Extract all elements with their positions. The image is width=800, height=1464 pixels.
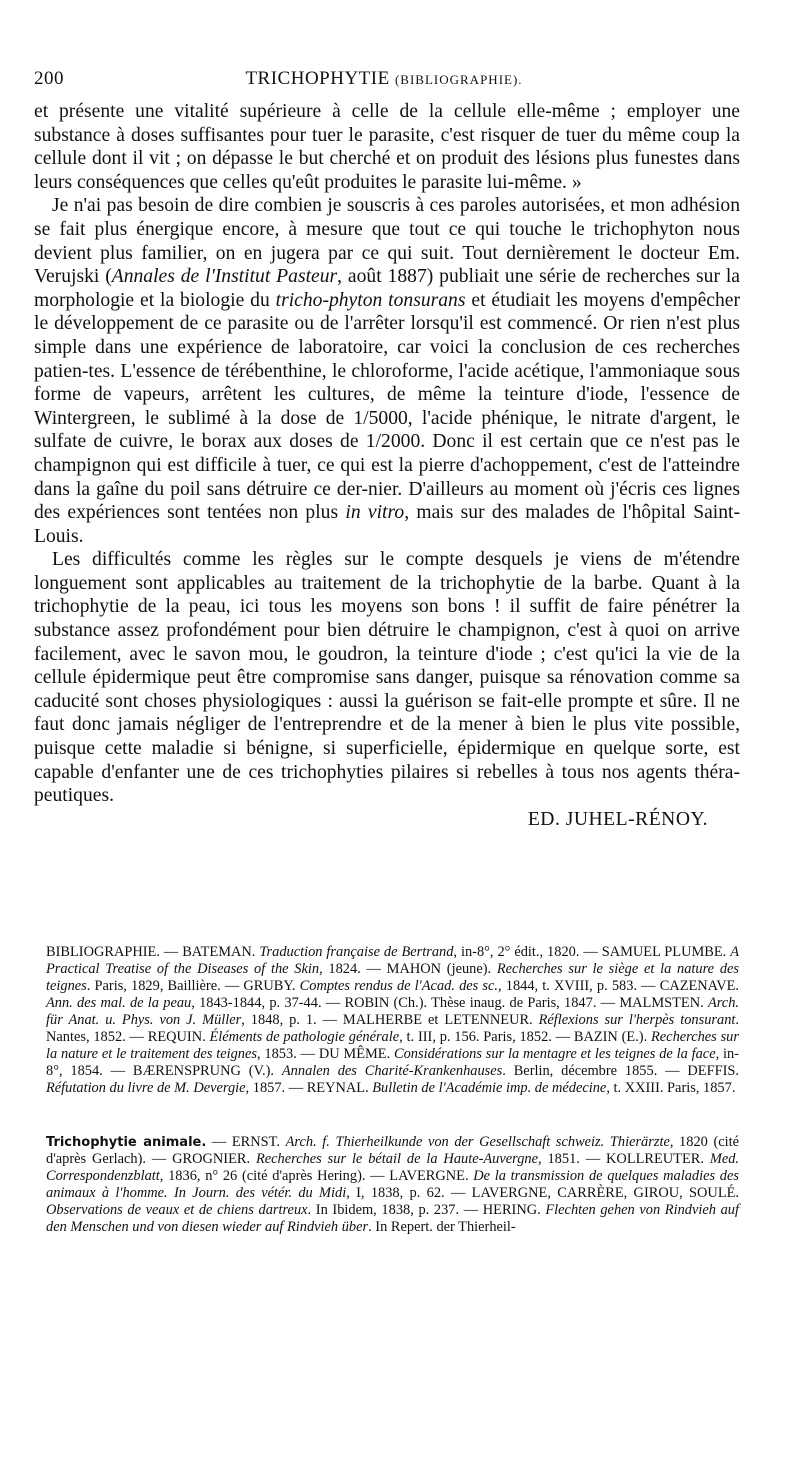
bibliography-general <box>46 944 739 1097</box>
bib-text: , 1851. — KOLLREUTER. <box>538 1151 710 1167</box>
p2-in-vitro: in vitro <box>345 502 405 524</box>
bibliography-heading: BIBLIOGRAPHIE. <box>46 944 160 960</box>
bib-title: Annalen des Charité-Krankenhauses <box>281 1063 503 1079</box>
p2-text-b: , août 1887) publiait une série de recherches sur la morphologie et la biologie du <box>34 266 741 311</box>
bib-title: Observations de veaux et de chiens dartreux <box>46 1202 308 1218</box>
bibliography-animal-heading: Trichophytie animale. <box>46 1135 207 1150</box>
running-title-main: TRICHOPHYTIE <box>245 68 390 89</box>
paragraph-1: et présente une vitalité supérieure à celle de la cellule elle-même ; employer une substance à doses suffisantes pour tuer le parasite, c'est risquer de tuer du même coup la cellule dont il vit ; on dépasse le but cherché et on produit des lésions plus funestes dans leurs conséquences que celles qu'eût produites le parasite lui-même. » <box>34 101 740 193</box>
bib-title: Recherches sur le siège et la nature des teignes <box>46 961 739 994</box>
p2-text-c: et étudiait les moyens d'empêcher le développement de ce parasite ou de l'arrêter lorsqu'il est commencé. Or rien n'est plus simple dans une expérience de laboratoire, car voici la conclusion de ces recherches patien-tes. L'essence de térébenthine, le chloroforme, l'acide acétique, l'ammoniaque sous forme de vapeurs, arrêtent les cultures, de même la teinture d'iode, l'essence de Wintergreen, le sublimé à la dose de 1/5000, l'acide phénique, le nitrate d'argent, le sulfate de cuivre, le borax aux doses de 1/2000. Donc il est certain que ce n'est pas le champignon qui est difficile à tuer, ce qui est la pierre d'achoppement, c'est de l'atteindre dans la gaîne du poil sans détruire ce der-nier. D'ailleurs au moment où j'écris ces lignes des expériences sont tentées non plus <box>34 289 740 524</box>
bibliography-animal <box>46 1134 739 1236</box>
page-number: 200 <box>34 68 64 89</box>
bib-text: — BATEMAN. <box>159 944 260 960</box>
paragraph-3 <box>34 548 740 808</box>
bib-title: Comptes rendus de l'Acad. des sc. <box>299 978 498 994</box>
bib-text: , 1848, p. 1. — MALHERBE et LETENNEUR. <box>241 1012 539 1028</box>
bib-title: Arch. f. Thierheilkunde von der Gesellschaft schweiz. Thierärzte <box>285 1134 670 1150</box>
bib-text: , 1844, t. XVIII, p. 583. — CAZENAVE. <box>498 978 740 994</box>
bib-title: Flechten gehen von Rindvieh auf den Menschen und von diesen wieder auf Rindvieh über <box>46 1202 739 1235</box>
bib-text: , 1824. — MAHON (jeune). <box>319 961 497 977</box>
bib-text: . Berlin, décembre 1855. — DEFFIS. <box>502 1063 739 1079</box>
bib-title: Réflexions sur l'herpès tonsurant <box>538 1012 736 1028</box>
bibliography-animal-entry <box>46 1134 739 1236</box>
bib-text: , 1820 (cité d'après Gerlach). — GROGNIER. <box>46 1134 740 1167</box>
bib-text: , 1836, n° 26 (cité d'après Hering). — LAVERGNE. <box>159 1168 474 1184</box>
bib-text: , 1853. — DU MÊME. <box>257 1046 394 1062</box>
bib-text: — ERNST. <box>206 1134 286 1150</box>
p2-species-name: tricho-phyton tonsurans <box>275 289 466 311</box>
bib-text: . In Repert. der Thierheil- <box>368 1219 516 1235</box>
bib-text: , 1857. — REYNAL. <box>245 1080 373 1096</box>
bibliography-general-entry <box>46 944 739 1097</box>
body-text <box>34 100 740 831</box>
bib-title: A Practical Treatise of the Diseases of the Skin <box>46 944 739 977</box>
bib-title: Bulletin de l'Académie imp. de médecine <box>372 1080 607 1096</box>
bib-text: , 1843-1844, p. 37-44. — ROBIN (Ch.). Thèse inaug. de Paris, 1847. — MALMSTEN. <box>191 995 708 1011</box>
running-title <box>34 68 734 90</box>
running-header <box>34 68 734 94</box>
bib-text: . Paris, 1829, Baillière. — GRUBY. <box>86 978 300 994</box>
bib-title: Considérations sur la mentagre et les teignes de la face <box>394 1046 716 1062</box>
paragraph-2 <box>34 194 740 548</box>
bib-text: , I, 1838, p. 62. — LAVERGNE, CARRÈRE, GIROU, SOULÉ. <box>346 1185 739 1201</box>
bib-title: De la transmission de quelques maladies des animaux à l'homme <box>46 1168 739 1201</box>
bib-title: Med. Correspondenzblatt <box>46 1151 740 1184</box>
bib-title: Éléments de pathologie générale <box>209 1029 400 1045</box>
bib-text: , t. XXIII. Paris, 1857. <box>606 1080 736 1096</box>
bib-title: Réfutation du livre de M. Devergie <box>46 1080 246 1096</box>
p2-text-a: Je n'ai pas besoin de dire combien je souscris à ces paroles autorisées, et mon adhésion se fait plus énergique encore, à mesure que tout ce qui touche le trichophyton nous devient plus familier, on en jugera par ce qui suit. Tout dernièrement le docteur Em. Verujski ( <box>34 195 740 288</box>
p3-text: Les difficultés comme les règles sur le compte desquels je viens de m'étendre longuement sont applicables au traitement de la trichophytie de la barbe. Quant à la trichophytie de la peau, ici tous les moyens son bons ! il suffit de faire pénétrer la substance assez profondément pour bien détruire le champignon, c'est à quoi on arrive facilement, avec le savon mou, le goudron, la teinture d'iode ; c'est qu'ici la vie de la cellule épidermique peut être compromise sans danger, puisque sa rénovation comme sa caducité sont choses physiologiques : aussi la guérison se fait-elle prompte et sûre. Il ne faut donc jamais négliger de l'entreprendre et de la mener à bien le plus vite possible, puisque cette maladie si bénigne, si superficielle, épidermique en quelque sorte, est capable d'enfanter une de ces trichophyties pilaires si rebelles à tous nos agents théra-peutiques. <box>34 549 740 807</box>
author-signature: ED. JUHEL-RÉNOY. <box>527 808 708 830</box>
bib-text: . In Ibidem, 1838, p. 237. — HERING. <box>307 1202 546 1218</box>
bib-title: Traduction française de Bertrand <box>259 944 454 960</box>
bib-text: . Nantes, 1852. — REQUIN. <box>46 1012 739 1045</box>
bib-text: , t. III, p. 156. Paris, 1852. — BAZIN (E.). <box>399 1029 651 1045</box>
bib-title: Arch. für Anat. u. Phys. von J. Müller <box>46 995 739 1028</box>
running-title-sub: (BIBLIOGRAPHIE). <box>394 72 523 87</box>
p2-journal-ref: Annales de l'Institut Pasteur <box>111 266 338 288</box>
bib-text: , in-8°, 1854. — BÆRENSPRUNG (V.). <box>46 1046 739 1079</box>
bib-title: Recherches sur la nature et le traitement des teignes <box>46 1029 739 1062</box>
bib-title: . In Journ. des vétér. du Midi <box>164 1185 347 1201</box>
bib-title: Ann. des mal. de la peau <box>46 995 192 1011</box>
bib-title: Recherches sur le bétail de la Haute-Auvergne <box>255 1151 538 1167</box>
bib-text: , in-8°, 2° édit., 1820. — SAMUEL PLUMBE. <box>453 944 731 960</box>
p2-text-d: , mais sur des malades de l'hôpital Saint-Louis. <box>34 502 741 547</box>
